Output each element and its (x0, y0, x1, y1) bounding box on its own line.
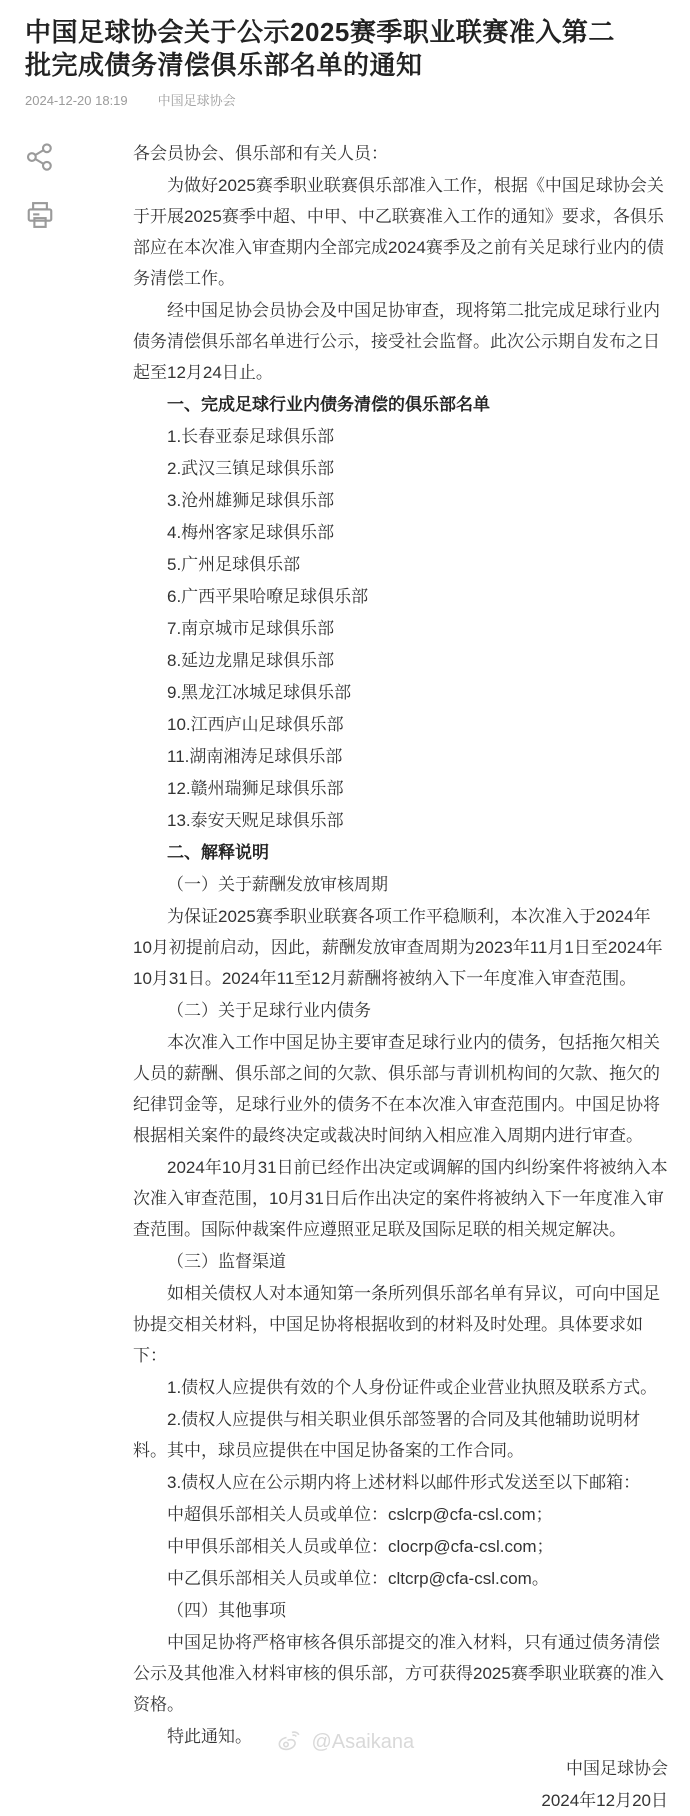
article-paragraph: 为做好2025赛季职业联赛俱乐部准入工作，根据《中国足球协会关于开展2025赛季中超、中甲、中乙联赛准入工作的通知》要求，各俱乐部应在本次准入审查期内全部完成2024赛季及之前有关足球行业内的债务清偿工作。 (133, 176, 664, 288)
signature-org: 中国足球协会 (566, 1759, 668, 1778)
subsection-heading: （一）关于薪酬发放审核周期 (167, 875, 388, 894)
email-line-csl: 中超俱乐部相关人员或单位：cslcrp@cfa-csl.com； (167, 1505, 553, 1524)
club-list-item: 5.广州足球俱乐部 (167, 555, 301, 574)
article-paragraph: 本次准入工作中国足协主要审查足球行业内的债务，包括拖欠相关人员的薪酬、俱乐部之间的欠款、俱乐部与青训机构间的欠款、拖欠的纪律罚金等，足球行业外的债务不在本次准入审查范围内。中国足协将根据相关案件的最终决定或裁决时间纳入相应准入周期内进行审查。 (133, 1033, 660, 1145)
club-list-item: 10.江西庐山足球俱乐部 (167, 715, 344, 734)
club-list-item: 2.武汉三镇足球俱乐部 (167, 459, 335, 478)
article-meta (25, 93, 665, 109)
share-button[interactable] (25, 142, 55, 172)
weibo-icon (276, 1731, 312, 1753)
closing-line: 特此通知。 (167, 1727, 252, 1746)
subsection-heading: （四）其他事项 (167, 1601, 286, 1620)
club-list-item: 4.梅州客家足球俱乐部 (167, 523, 335, 542)
article-paragraph: 如相关债权人对本通知第一条所列俱乐部名单有异议，可向中国足协提交相关材料，中国足协将根据收到的材料及时处理。具体要求如下： (133, 1284, 660, 1365)
club-list-item: 6.广西平果哈嘹足球俱乐部 (167, 587, 369, 606)
side-toolbar (24, 142, 56, 230)
printer-icon (25, 200, 55, 230)
publish-source: 中国足球协会 (157, 93, 236, 108)
club-list-item: 7.南京城市足球俱乐部 (167, 619, 335, 638)
page-title: 中国足球协会关于公示2025赛季职业联赛准入第二批完成债务清偿俱乐部名单的通知 (25, 17, 615, 80)
article-content (0, 138, 690, 1816)
article-paragraph: 为保证2025赛季职业联赛各项工作平稳顺利，本次准入于2024年10月初提前启动，因此，薪酬发放审查周期为2023年11月1日至2024年10月31日。2024年11至12月薪酬将被纳入下一年度准入审查范围。 (133, 907, 663, 988)
share-icon (25, 142, 55, 172)
article-paragraph: 中国足协将严格审核各俱乐部提交的准入材料，只有通过债务清偿公示及其他准入材料审核的俱乐部，方可获得2025赛季职业联赛的准入资格。 (133, 1633, 664, 1714)
publish-date: 2024-12-20 18:19 (25, 93, 128, 108)
section-heading-1: 一、完成足球行业内债务清偿的俱乐部名单 (167, 395, 490, 414)
requirement-item: 3.债权人应在公示期内将上述材料以邮件形式发送至以下邮箱： (167, 1473, 641, 1492)
article-paragraph: 经中国足协会员协会及中国足协审查，现将第二批完成足球行业内债务清偿俱乐部名单进行公示，接受社会监督。此次公示期自发布之日起至12月24日止。 (133, 301, 660, 382)
club-list-item: 13.泰安天贶足球俱乐部 (167, 811, 344, 830)
article-paragraph: 2024年10月31日前已经作出决定或调解的国内纠纷案件将被纳入本次准入审查范围，10月31日后作出决定的案件将被纳入下一年度准入审查范围。国际仲裁案件应遵照亚足联及国际足联的相关规定解决。 (133, 1158, 668, 1239)
email-line-cl1: 中甲俱乐部相关人员或单位：clocrp@cfa-csl.com； (167, 1537, 554, 1556)
requirement-item: 2.债权人应提供与相关职业俱乐部签署的合同及其他辅助说明材料。其中，球员应提供在中国足协备案的工作合同。 (133, 1410, 641, 1460)
article-page (0, 16, 690, 1810)
watermark-handle: @Asaikana (311, 1731, 415, 1753)
club-list-item: 11.湖南湘涛足球俱乐部 (167, 747, 343, 766)
requirement-item: 1.债权人应提供有效的个人身份证件或企业营业执照及联系方式。 (167, 1378, 658, 1397)
subsection-heading: （二）关于足球行业内债务 (167, 1001, 371, 1020)
section-heading-2: 二、解释说明 (167, 843, 269, 862)
club-list-item: 3.沧州雄狮足球俱乐部 (167, 491, 335, 510)
print-button[interactable] (25, 200, 55, 230)
watermark (0, 1727, 690, 1757)
signature-date: 2024年12月20日 (541, 1791, 668, 1810)
article-body (133, 138, 668, 1816)
salutation: 各会员协会、俱乐部和有关人员： (133, 144, 388, 163)
club-list-item: 9.黑龙江冰城足球俱乐部 (167, 683, 352, 702)
club-list-item: 12.赣州瑞狮足球俱乐部 (167, 779, 344, 798)
subsection-heading: （三）监督渠道 (167, 1252, 286, 1271)
club-list-item: 8.延边龙鼎足球俱乐部 (167, 651, 335, 670)
club-list-item: 1.长春亚泰足球俱乐部 (167, 427, 335, 446)
email-line-cl2: 中乙俱乐部相关人员或单位：cltcrp@cfa-csl.com。 (167, 1569, 549, 1588)
